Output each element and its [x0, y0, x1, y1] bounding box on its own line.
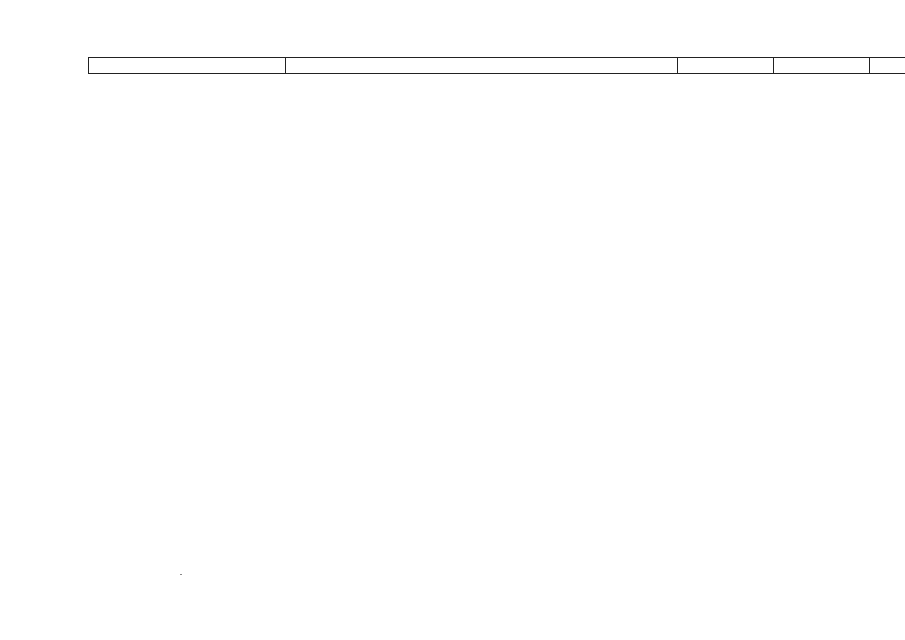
header-2019 — [773, 57, 869, 74]
header-name — [285, 57, 677, 74]
header-2018 — [677, 57, 773, 74]
header-2020 — [869, 57, 905, 74]
header-code — [88, 57, 285, 74]
table-header — [88, 57, 878, 73]
scan-mark — [180, 574, 182, 575]
